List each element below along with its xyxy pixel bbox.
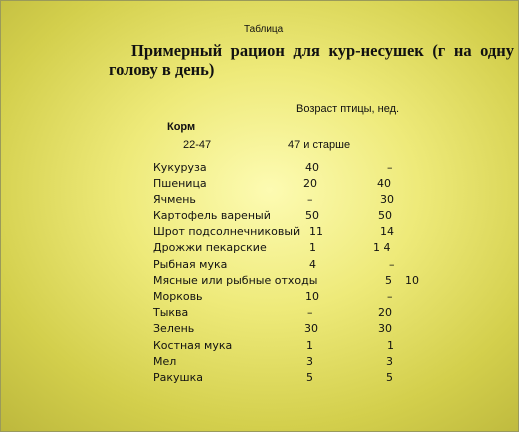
value-47-plus: – [387, 290, 393, 303]
value-47-plus: 3 [386, 355, 393, 368]
table-row [1, 322, 520, 338]
value-47-plus: 50 [378, 209, 392, 222]
table-row [1, 209, 520, 225]
value-47-plus: 30 [378, 322, 392, 335]
value-47-plus: 20 [378, 306, 392, 319]
table-row [1, 339, 520, 355]
feed-name: Дрожжи пекарские [153, 241, 267, 254]
value-22-47: 1 [309, 241, 316, 254]
value-47-plus: 10 [405, 274, 419, 287]
bottom-margin [0, 432, 526, 438]
value-22-47: 4 [309, 258, 316, 271]
value-22-47: 30 [304, 322, 318, 335]
value-22-47: – [307, 193, 313, 206]
header-col-47-plus: 47 и старше [288, 139, 351, 151]
value-47-plus: 14 [380, 225, 394, 238]
value-47-plus: – [389, 258, 395, 271]
value-22-47: – [307, 306, 313, 319]
value-47-plus: 40 [377, 177, 391, 190]
value-22-47: 3 [306, 355, 313, 368]
feed-name: Шрот подсолнечниковый [153, 225, 301, 238]
value-22-47: 11 [309, 225, 323, 238]
value-22-47: 5 [306, 371, 313, 384]
title-line-1: Примерный рацион для кур-несушек (г на одну [131, 41, 514, 60]
feed-name: Морковь [153, 290, 203, 303]
header-feed: Корм [167, 121, 196, 133]
table-row [1, 225, 520, 241]
feed-name: Пшеница [153, 177, 207, 190]
table-row [1, 241, 520, 257]
value-47-plus: 5 [386, 371, 393, 384]
page-title [109, 41, 514, 79]
header-age: Возраст птицы, нед. [296, 103, 400, 115]
table-row [1, 355, 520, 371]
feed-name: Картофель вареный [153, 209, 271, 222]
feed-name: Ячмень [153, 193, 196, 206]
feed-name: Рыбная мука [153, 258, 228, 271]
value-22-47: 10 [305, 290, 319, 303]
right-margin [519, 0, 526, 438]
table-row [1, 161, 520, 177]
feed-name: Костная мука [153, 339, 233, 352]
feed-name: Ракушка [153, 371, 203, 384]
value-22-47: 50 [305, 209, 319, 222]
value-47-plus: 30 [380, 193, 394, 206]
table-label: Таблица [244, 24, 284, 35]
feed-name: Зелень [153, 322, 195, 335]
table-row [1, 371, 520, 387]
feed-name: Кукуруза [153, 161, 207, 174]
value-47-plus: – [387, 161, 393, 174]
table-row [1, 177, 520, 193]
feed-name: Мел [153, 355, 177, 368]
table-row [1, 306, 520, 322]
table-row [1, 193, 520, 209]
feed-name: Мясные или рыбные отходы [153, 274, 318, 287]
value-47-plus: 1 [387, 339, 394, 352]
title-line-2: голову в день) [109, 60, 215, 79]
value-22-47: 1 [306, 339, 313, 352]
feed-name: Тыква [153, 306, 189, 319]
value-47-plus: 1 4 [373, 241, 391, 254]
header-col-22-47: 22-47 [183, 139, 212, 151]
value-22-47: 5 [385, 274, 392, 287]
table-row [1, 258, 520, 274]
value-22-47: 20 [303, 177, 317, 190]
table-row [1, 290, 520, 306]
value-22-47: 40 [305, 161, 319, 174]
table-row [1, 274, 520, 290]
